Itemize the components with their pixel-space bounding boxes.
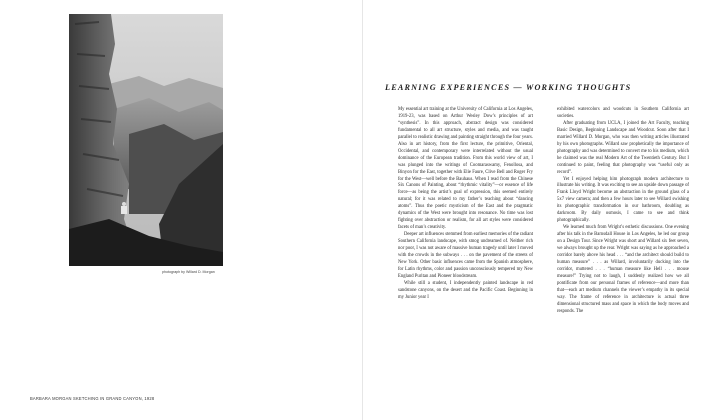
photo-credit: photograph by Willard D. Morgan xyxy=(162,270,215,274)
paragraph: After graduating from UCLA, I joined the Art Faculty, teaching Basic Design, Beginning Landscape and Woodcut. Soon after that I married Willard D. Morgan, who was then writing articles illustrated by his own photographs. Willard saw prophetically the importance of photography and was determined to convert me to his medium, which he claimed was the real Modern Art of the Twentieth Century. But I continued to paint, feeling that photography was “useful only as record”. xyxy=(557,120,689,175)
book-gutter xyxy=(362,0,363,420)
photo-caption: BARBARA MORGAN SKETCHING IN GRAND CANYON, 1928 xyxy=(30,396,155,401)
grand-canyon-photograph xyxy=(69,14,223,266)
canyon-photo-image xyxy=(69,14,223,266)
paragraph: We learned much from Wright’s esthetic discussions. One evening after his talk in the Barnsdall House in Los Angeles, he led our group on a Design Tour. Since Wright was short and Willard six feet seven, we always brought up the rear. Wright was saying as he approached a corridor barely above his head . . . “and the architect should build to human measure” . . . as Willard, involuntarily ducking into the corridor, muttered . . . “human measure like Hell . . . mouse measure!” Trying not to laugh, I suddenly realized how we all pontificate from our personal frames of reference—and more than that—each art medium channels the viewer’s empathy in its special way. The frame of reference in architecture is actual three dimensional structured mass and space in which the body moves and responds. The xyxy=(557,225,689,314)
chapter-title: LEARNING EXPERIENCES — WORKING THOUGHTS xyxy=(385,83,632,92)
paragraph: Yet I enjoyed helping him photograph modern architecture to illustrate his writing. It was exciting to see an upside down passage of Frank Lloyd Wright become an abstraction in the ground glass of a 5x7 view camera; and then a few hours later to see Willard swishing its photographic transformation in our bathroom, doubling as darkroom. By daily osmosis, I came to see and think photographically. xyxy=(557,176,689,224)
paragraph: Deeper art influences stemmed from earliest memories of the radiant Southern California landscape, with smog undreamed of. Neither rich nor poor, I was not aware of massive human tragedy until later I moved with the crowds in the subways . . . on the pavement of the streets of New York. Other basic influences came from the Spanish atmosphere, for Latin rhythms, color and passion unconsciously tempered my New England Puritan and Pioneer bloodstream. xyxy=(398,232,533,279)
paragraph: My essential art training at the University of California at Los Angeles, 1919-23, was based on Arthur Wesley Dow’s principles of art “synthesis”. In this approach, abstract design was considered fundamental to all art structure, styles and media, and was taught parallel to realistic drawing and painting straight through the four years. Also in art history, from the first lecture, the primitive, Oriental, Occidental, and contemporary were interrelated without the usual dominance of the European tradition. From this world view of art, I was plunged into the writings of Coomaraswamy, Fenollosa, and Binyon for the East, together with Elie Faure, Clive Bell and Roger Fry for the West—well before the Bauhaus. When I read from the Chinese Six Canons of Painting, about “rhythmic vitality”—or essence of life force—as being the artist’s goal of expression, this seemed entirely natural; for it was related to my father’s teaching about “dancing atoms”. Thus the poetic mysticism of the East and the pragmatic dynamics of the West were brought into resonance. No time was lost fighting over abstraction or realism, for all art styles were considered facets of man’s creativity. xyxy=(398,107,533,231)
text-column-2 xyxy=(557,107,689,316)
text-column-1 xyxy=(398,107,533,302)
paragraph: exhibited watercolors and woodcuts in Southern California art societies. xyxy=(557,107,689,119)
paragraph: While still a student, I independently painted landscape in red sandstone canyons, on the desert and the Pacific Coast. Beginning in my Junior year I xyxy=(398,280,533,300)
